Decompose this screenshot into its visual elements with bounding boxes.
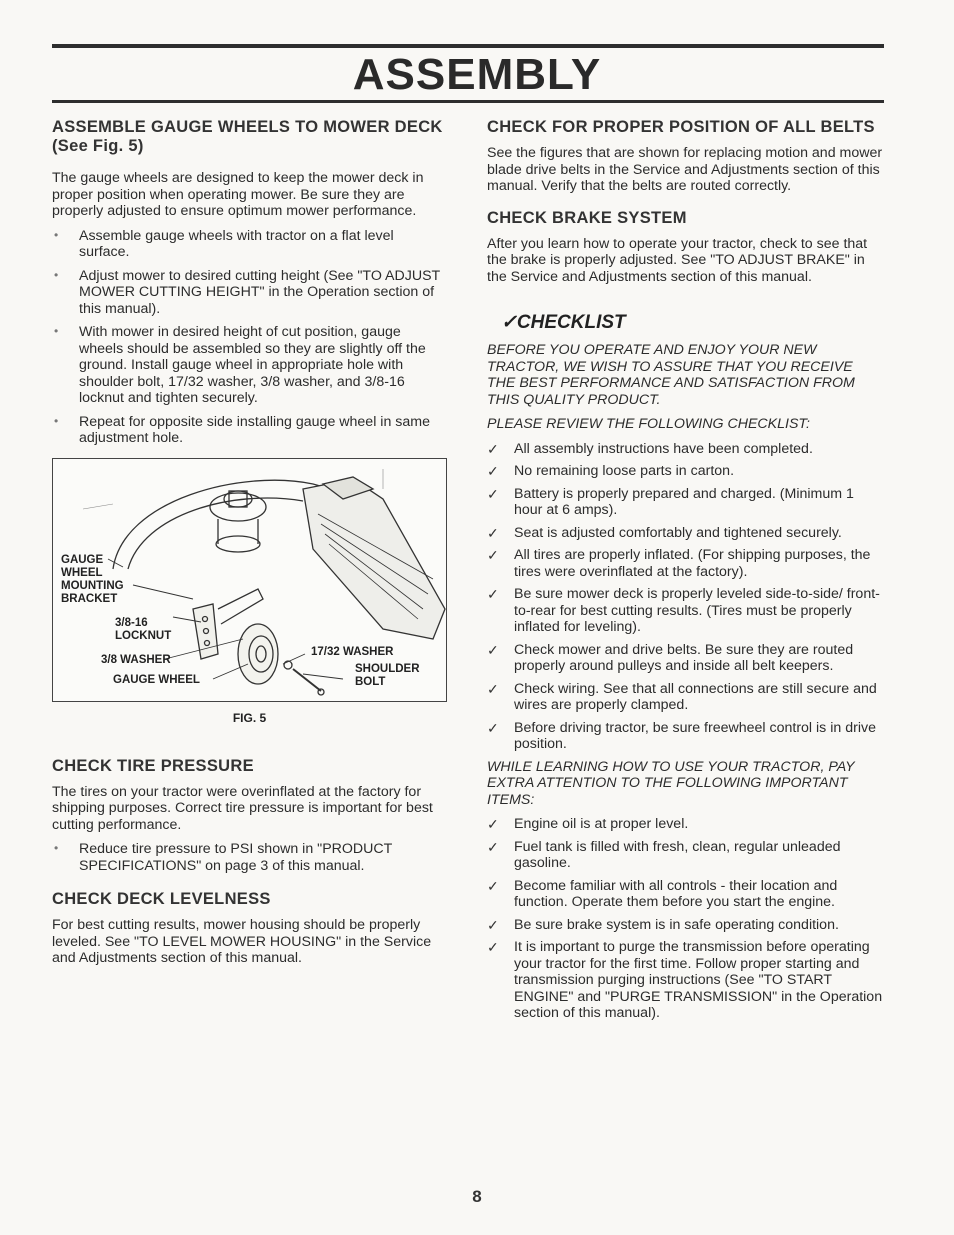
label-17-32-washer: 17/32 WASHER <box>311 645 394 658</box>
deck-levelness-heading: CHECK DECK LEVELNESS <box>52 890 271 908</box>
left-column <box>52 118 447 975</box>
gauge-wheels-heading: ASSEMBLE GAUGE WHEELS TO MOWER DECK (See Fig. 5) <box>52 118 443 155</box>
belts-text: See the figures that are shown for replacing motion and mower blade drive belts in the Service and Adjustments section of this manual. Verify that the belts are routed correctly. <box>487 145 883 194</box>
brake-heading: CHECK BRAKE SYSTEM <box>487 208 687 227</box>
list-item: • Adjust mower to desired cutting height (See "TO ADJUST MOWER CUTTING HEIGHT" in the Operation section of this manual). <box>54 267 440 317</box>
checklist-review: PLEASE REVIEW THE FOLLOWING CHECKLIST: <box>487 416 810 432</box>
checkmark-icon: ✓ <box>487 939 499 955</box>
label-shoulder-bolt: SHOULDER BOLT <box>355 662 420 688</box>
checkmark-icon: ✓ <box>487 524 499 541</box>
brake-text: After you learn how to operate your tractor, check to see that the brake is properly adjusted. See "TO ADJUST BRAKE" in the Service and Adjustments section of this manual. <box>487 235 868 285</box>
checkmark-icon: ✓ <box>487 816 499 832</box>
label-gauge-wheel: GAUGE WHEEL <box>113 673 200 686</box>
checkmark-icon: ✓ <box>487 485 499 502</box>
list-item: ✓ Fuel tank is filled with fresh, clean, regular unleaded gasoline. <box>487 838 841 871</box>
list-item: ✓ Become familiar with all controls - their location and function. Operate them before you start the engine. <box>487 877 838 910</box>
right-column <box>487 118 883 1028</box>
checklist-while-learning-items <box>487 816 883 1022</box>
list-item: ✓ All assembly instructions have been completed. <box>487 440 813 457</box>
checkmark-icon: ✓ <box>487 463 499 479</box>
list-item: ✓ Before driving tractor, be sure freewheel control is in drive position. <box>487 719 876 752</box>
checkmark-icon: ✓ <box>487 641 499 658</box>
checklist-while-learning: WHILE LEARNING HOW TO USE YOUR TRACTOR, PAY EXTRA ATTENTION TO THE FOLLOWING IMPORTANT ITEMS: <box>487 758 855 808</box>
list-item: ✓ All tires are properly inflated. (For shipping purposes, the tires were overinflated at the factory). <box>487 547 871 580</box>
gauge-wheels-steps <box>52 228 447 447</box>
bullet-icon: • <box>54 324 59 338</box>
checkmark-icon: ✓ <box>487 680 499 697</box>
checkmark-icon: ✓ <box>487 838 499 855</box>
list-item: • With mower in desired height of cut position, gauge wheels should be assembled so they are slightly off the ground. Install gauge wheel in appropriate hole with shoulder bolt, 17/32 washer, 3/8 washer, and 3/8-16 locknut and tighten securely. <box>54 324 426 406</box>
bullet-icon: • <box>54 841 59 855</box>
bullet-icon: • <box>54 413 59 428</box>
deck-levelness-text: For best cutting results, mower housing should be properly leveled. See "TO LEVEL MOWER HOUSING" in the Service and Adjustments section of this manual. <box>52 917 432 966</box>
page-title: ASSEMBLY <box>352 50 602 99</box>
checklist-intro: BEFORE YOU OPERATE AND ENJOY YOUR NEW TRACTOR, WE WISH TO ASSURE THAT YOU RECEIVE THE BEST PERFORMANCE AND SATISFACTION FROM THIS QUALITY PRODUCT. <box>487 342 855 408</box>
checkmark-icon: ✓ <box>487 877 499 894</box>
figure-caption: FIG. 5 <box>232 710 267 725</box>
gauge-wheels-intro: The gauge wheels are designed to keep the mower deck in proper position when operating mower. Be sure they are properly adjusted to ensure optimum mower performance. <box>52 170 424 219</box>
label-mounting-bracket: GAUGE WHEEL MOUNTING BRACKET <box>61 553 124 605</box>
list-item: ✓ Seat is adjusted comfortably and tightened securely. <box>487 524 842 541</box>
bullet-icon: • <box>54 227 59 242</box>
list-item: ✓ Engine oil is at proper level. <box>487 816 689 832</box>
list-item: • Repeat for opposite side installing gauge wheel in same adjustment hole. <box>54 413 430 446</box>
list-item: • Assemble gauge wheels with tractor on a flat level surface. <box>54 227 394 260</box>
list-item: ✓ Check mower and drive belts. Be sure they are routed properly around pulleys and inside all belt keepers. <box>487 641 854 674</box>
tire-pressure-text: The tires on your tractor were overinflated at the factory for shipping purposes. Correct tire pressure is important for best cutting performance. <box>52 783 433 833</box>
checkmark-icon: ✓ <box>487 547 499 563</box>
checkmark-icon: ✓ <box>487 440 499 457</box>
list-item: ✓ No remaining loose parts in carton. <box>487 463 735 479</box>
figure-5-illustration <box>52 458 447 702</box>
tire-pressure-heading: CHECK TIRE PRESSURE <box>52 756 254 775</box>
list-item: ✓ Battery is properly prepared and charged. (Minimum 1 hour at 6 amps). <box>487 485 854 518</box>
checkmark-icon: ✓ <box>487 586 499 602</box>
checklist-title: ✓CHECKLIST <box>501 312 626 333</box>
header-top-rule <box>52 44 884 48</box>
list-item: ✓ Be sure brake system is in safe operating condition. <box>487 916 839 933</box>
tire-pressure-steps <box>52 841 447 874</box>
list-item: ✓ It is important to purge the transmission before operating your tractor for the first time. Follow proper starting and transmission purging instructions (See "TO START ENGINE" and "PURGE TRANSMISSION" in the Operation section of this manual). <box>487 939 883 1021</box>
bullet-icon: • <box>54 267 59 282</box>
header-bottom-rule <box>52 100 884 103</box>
list-item: ✓ Check wiring. See that all connections are still secure and wires are properly clamped. <box>487 680 877 713</box>
checkmark-icon: ✓ <box>487 916 499 933</box>
list-item: ✓ Be sure mower deck is properly leveled side-to-side/ front-to-rear for best cutting results. (Tires must be properly inflated for leveling). <box>487 586 880 635</box>
checklist-before-operating <box>487 441 883 753</box>
page-number: 8 <box>472 1187 482 1206</box>
label-locknut: 3/8-16 LOCKNUT <box>115 616 172 642</box>
list-item: • Reduce tire pressure to PSI shown in "PRODUCT SPECIFICATIONS" on page 3 of this manual. <box>54 841 393 874</box>
belts-heading: CHECK FOR PROPER POSITION OF ALL BELTS <box>487 118 875 136</box>
checkmark-icon: ✓ <box>487 719 499 736</box>
label-3-8-washer: 3/8 WASHER <box>101 653 171 666</box>
